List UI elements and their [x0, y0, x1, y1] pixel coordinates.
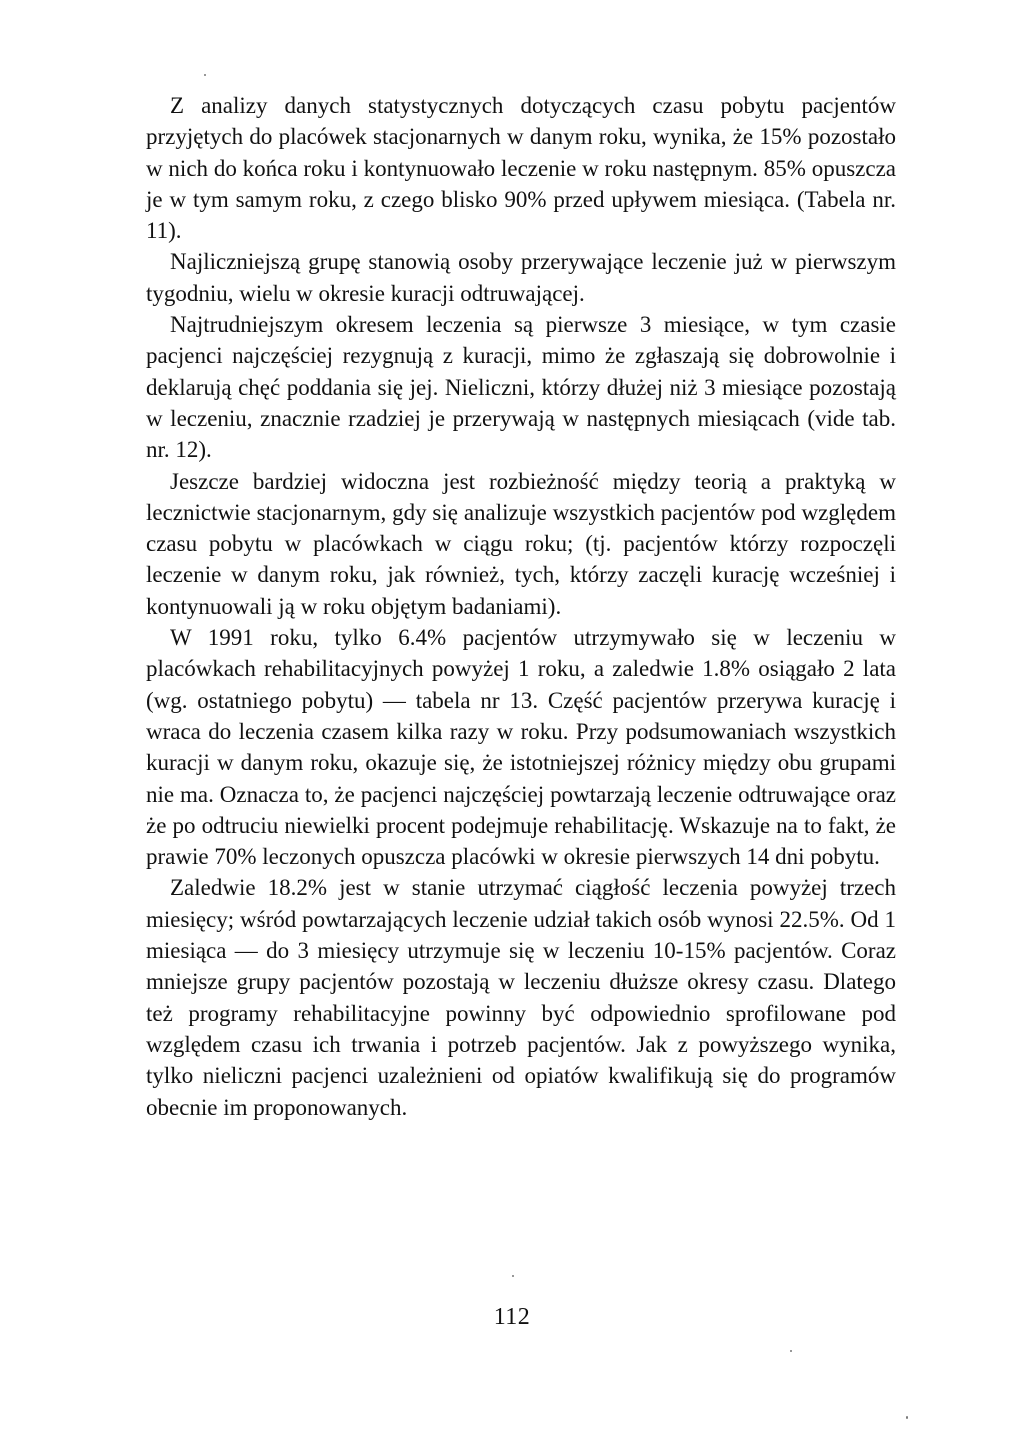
paragraph-4: Jeszcze bardziej widoczna jest rozbieżność między teorią a praktyką w lecznictwie stacjonarnym, gdy się analizuje wszystkich pacjentów pod względem czasu pobytu w placówkach w ciągu roku; (tj. pacjentów którzy rozpoczęli leczenie w danym roku, jak również, tych, którzy zaczęli kurację wcześniej i kontynuowali ją w roku objętym badaniami).: [146, 468, 896, 619]
page-number: 112: [493, 1304, 531, 1330]
paragraph-5: W 1991 roku, tylko 6.4% pacjentów utrzymywało się w leczeniu w placówkach rehabilitacyjnych powyżej 1 roku, a zaledwie 1.8% osiągało 2 lata (wg. ostatniego pobytu) — tabela nr 13. Część pacjentów przerywa kurację i wraca do leczenia czasem kilka razy w roku. Przy podsumowaniach wszystkich kuracji w danym roku, okazuje się, że istotniejszej różnicy między obu grupami nie ma. Oznacza to, że pacjenci najczęściej powtarzają leczenie odtruwające oraz że po odtruciu niewielki procent podejmuje rehabilitację. Wskazuje na to fakt, że prawie 70% leczonych opuszcza placówki w okresie pierwszych 14 dni pobytu.: [146, 625, 896, 870]
body-text: [146, 90, 896, 1123]
paragraph-2: Najliczniejszą grupę stanowią osoby przerywające leczenie już w pierwszym tygodniu, wielu w okresie kuracji odtruwającej.: [146, 249, 896, 306]
paragraph-6: Zaledwie 18.2% jest w stanie utrzymać ciągłość leczenia powyżej trzech miesięcy; wśród powtarzających leczenie udział takich osób wynosi 22.5%. Od 1 miesiąca — do 3 miesięcy utrzymuje się w leczeniu 10-15% pacjentów. Coraz mniejsze grupy pacjentów pozostają w leczeniu dłuższe okresy czasu. Dlatego też programy rehabilitacyjne powinny być odpowiednio sprofilowane pod względem czasu ich trwania i potrzeb pacjentów. Jak z powyższego wynika, tylko nieliczni pacjenci uzależnieni od opiatów kwalifikują się do programów obecnie im proponowanych.: [146, 875, 896, 1120]
paragraph-3: Najtrudniejszym okresem leczenia są pierwsze 3 miesiące, w tym czasie pacjenci najczęściej rezygnują z kuracji, mimo że zgłaszają się dobrowolnie i deklarują chęć poddania się jej. Nieliczni, którzy dłużej niż 3 miesiące pozostają w leczeniu, znacznie rzadziej je przerywają w następnych miesiącach (vide tab. nr. 12).: [146, 312, 896, 463]
scan-speck: [906, 1416, 908, 1419]
paragraph-1: Z analizy danych statystycznych dotyczących czasu pobytu pacjentów przyjętych do placówek stacjonarnych w danym roku, wynika, że 15% pozostało w nich do końca roku i kontynuowało leczenie w roku następnym. 85% opuszcza je w tym samym roku, z czego blisko 90% przed upływem miesiąca. (Tabela nr. 11).: [146, 93, 896, 244]
scan-speck: [204, 74, 206, 76]
scan-speck: [512, 1275, 514, 1277]
scan-speck: [790, 1350, 792, 1352]
